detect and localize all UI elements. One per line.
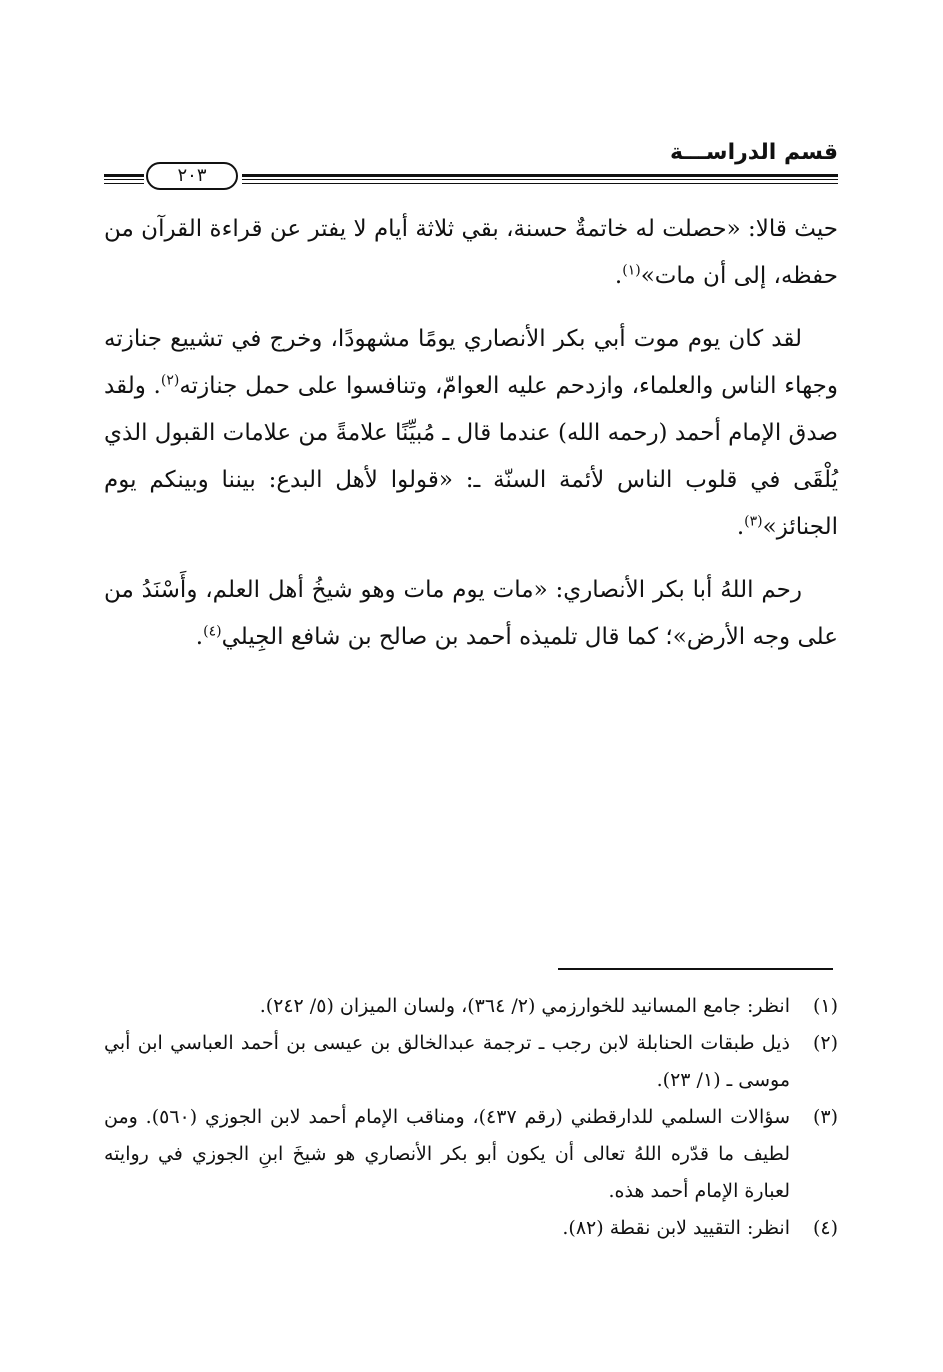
footnote-number: (٢) [812, 1032, 838, 1054]
paragraph: حيث قالا: «حصلت له خاتمةٌ حسنة، بقي ثلاثة أيام لا يفتر عن قراءة القرآن من حفظه، إلى أن مات»$^{(١)}$. [104, 216, 838, 289]
paragraph: لقد كان يوم موت أبي بكر الأنصاري يومًا مشهودًا، وخرج في تشييع جنازته وجهاء الناس والعلماء، وازدحم عليه العوامّ، وتنافسوا على حمل جنازته$^{(٢)}$. ولقد صدق الإمام أحمد (رحمه الله) عندما قال ـ مُبيِّنًا علامةً من علامات القبول الذي يُلْقَى في قلوب الناس لأئمة السنّة ـ: «قولوا لأهل البدع: بيننا وبينكم يوم الجنائز»$^{(٣)}$. [104, 326, 839, 540]
footnote-ref: (٣) [744, 513, 763, 530]
footnote [104, 1099, 838, 1210]
footnote-ref: (١) [622, 262, 641, 279]
footnote-text: ذيل طبقات الحنابلة لابن رجب ـ ترجمة عبدالخالق بن عيسى بن أحمد العباسي ابن أبي موسى ـ (١/ ٢٣). [104, 1032, 790, 1091]
footnote [104, 1025, 838, 1099]
page-header [104, 140, 838, 192]
footnote [104, 1210, 838, 1247]
header-rule-right [242, 174, 838, 184]
page-number: ٢٠٣ [146, 162, 238, 190]
footnote-text: انظر: جامع المسانيد للخوارزمي (٢/ ٣٦٤)، ولسان الميزان (٥/ ٢٤٢). [259, 995, 790, 1017]
footnote [104, 988, 838, 1025]
header-rule-left [104, 174, 144, 184]
footnote-number: (١) [812, 995, 838, 1017]
footnote-text: انظر: التقييد لابن نقطة (٨٢). [562, 1217, 790, 1239]
footnote-separator [558, 968, 833, 970]
footnote-ref: (٢) [160, 372, 180, 389]
footnote-text: سؤالات السلمي للدارقطني (رقم ٤٣٧)، ومناقب الإمام أحمد لابن الجوزي (٥٦٠). ومن لطيف ما قدّره اللهُ تعالى أن يكون أبو بكر الأنصاري هو شيخَ ابنِ الجوزي في روايته لعبارة الإمام أحمد هذه. [104, 1106, 790, 1202]
footnote-ref: (٤) [203, 623, 222, 640]
footnote-number: (٤) [812, 1217, 838, 1239]
footnote-number: (٣) [812, 1106, 838, 1128]
section-title: قسم الدراســـة [670, 140, 838, 165]
footnotes [104, 988, 838, 1247]
main-text [104, 206, 838, 677]
paragraph: رحم اللهُ أبا بكر الأنصاري: «مات يوم مات وهو شيخُ أهل العلم، وأَسْنَدُ من على وجه الأرض»؛ كما قال تلميذه أحمد بن صالح بن شافع الجِيلي$^{(٤)}$. [104, 577, 838, 650]
